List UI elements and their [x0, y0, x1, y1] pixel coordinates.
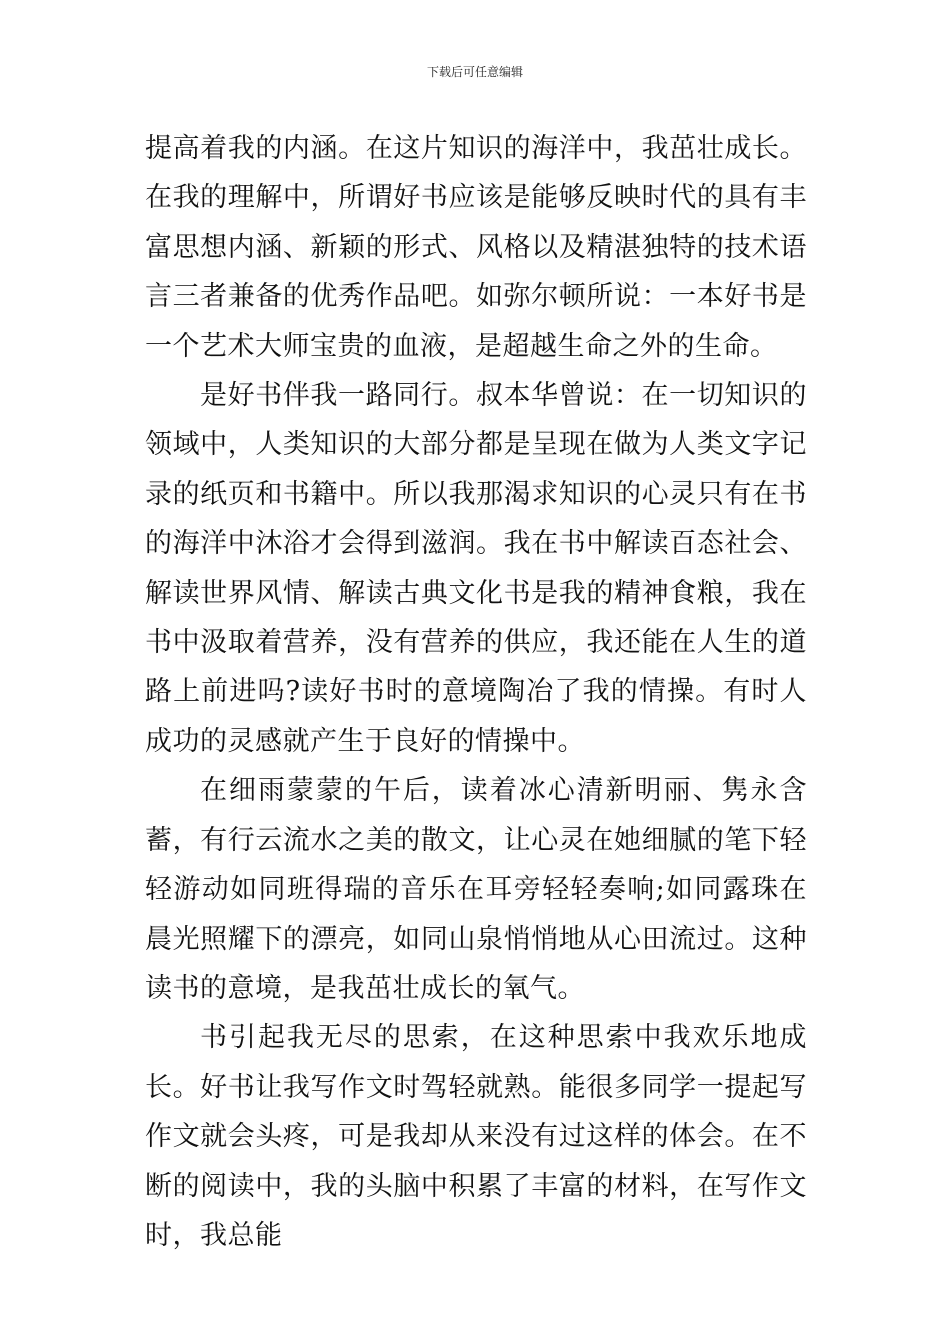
- paragraph-4: 书引起我无尽的思索，在这种思索中我欢乐地成长。好书让我写作文时驾轻就熟。能很多同学一提起写作文就会头疼，可是我却从来没有过这样的体会。在不断的阅读中，我的头脑中积累了丰富的材料，在写作文时，我总能: [145, 1022, 807, 1251]
- document-body: [145, 124, 807, 1260]
- page-header: 下载后可任意编辑: [426, 65, 523, 79]
- paragraph-2: 是好书伴我一路同行。叔本华曾说：在一切知识的领域中，人类知识的大部分都是呈现在做为人类文字记录的纸页和书籍中。所以我那渴求知识的心灵只有在书的海洋中沐浴才会得到滋润。我在书中解读百态社会、解读世界风情、解读古典文化书是我的精神食粮，我在书中汲取着营养，没有营养的供应，我还能在人生的道路上前进吗?读好书时的意境陶冶了我的情操。有时人成功的灵感就产生于良好的情操中。: [145, 380, 807, 757]
- paragraph-3: 在细雨蒙蒙的午后，读着冰心清新明丽、隽永含蓄，有行云流水之美的散文，让心灵在她细腻的笔下轻轻游动如同班得瑞的音乐在耳旁轻轻奏响;如同露珠在晨光照耀下的漂亮，如同山泉悄悄地从心田流过。这种读书的意境，是我茁壮成长的氧气。: [145, 775, 807, 1004]
- paragraph-1: 提高着我的内涵。在这片知识的海洋中，我茁壮成长。在我的理解中，所谓好书应该是能够反映时代的具有丰富思想内涵、新颖的形式、风格以及精湛独特的技术语言三者兼备的优秀作品吧。如弥尔顿所说：一本好书是一个艺术大师宝贵的血液，是超越生命之外的生命。: [145, 133, 807, 362]
